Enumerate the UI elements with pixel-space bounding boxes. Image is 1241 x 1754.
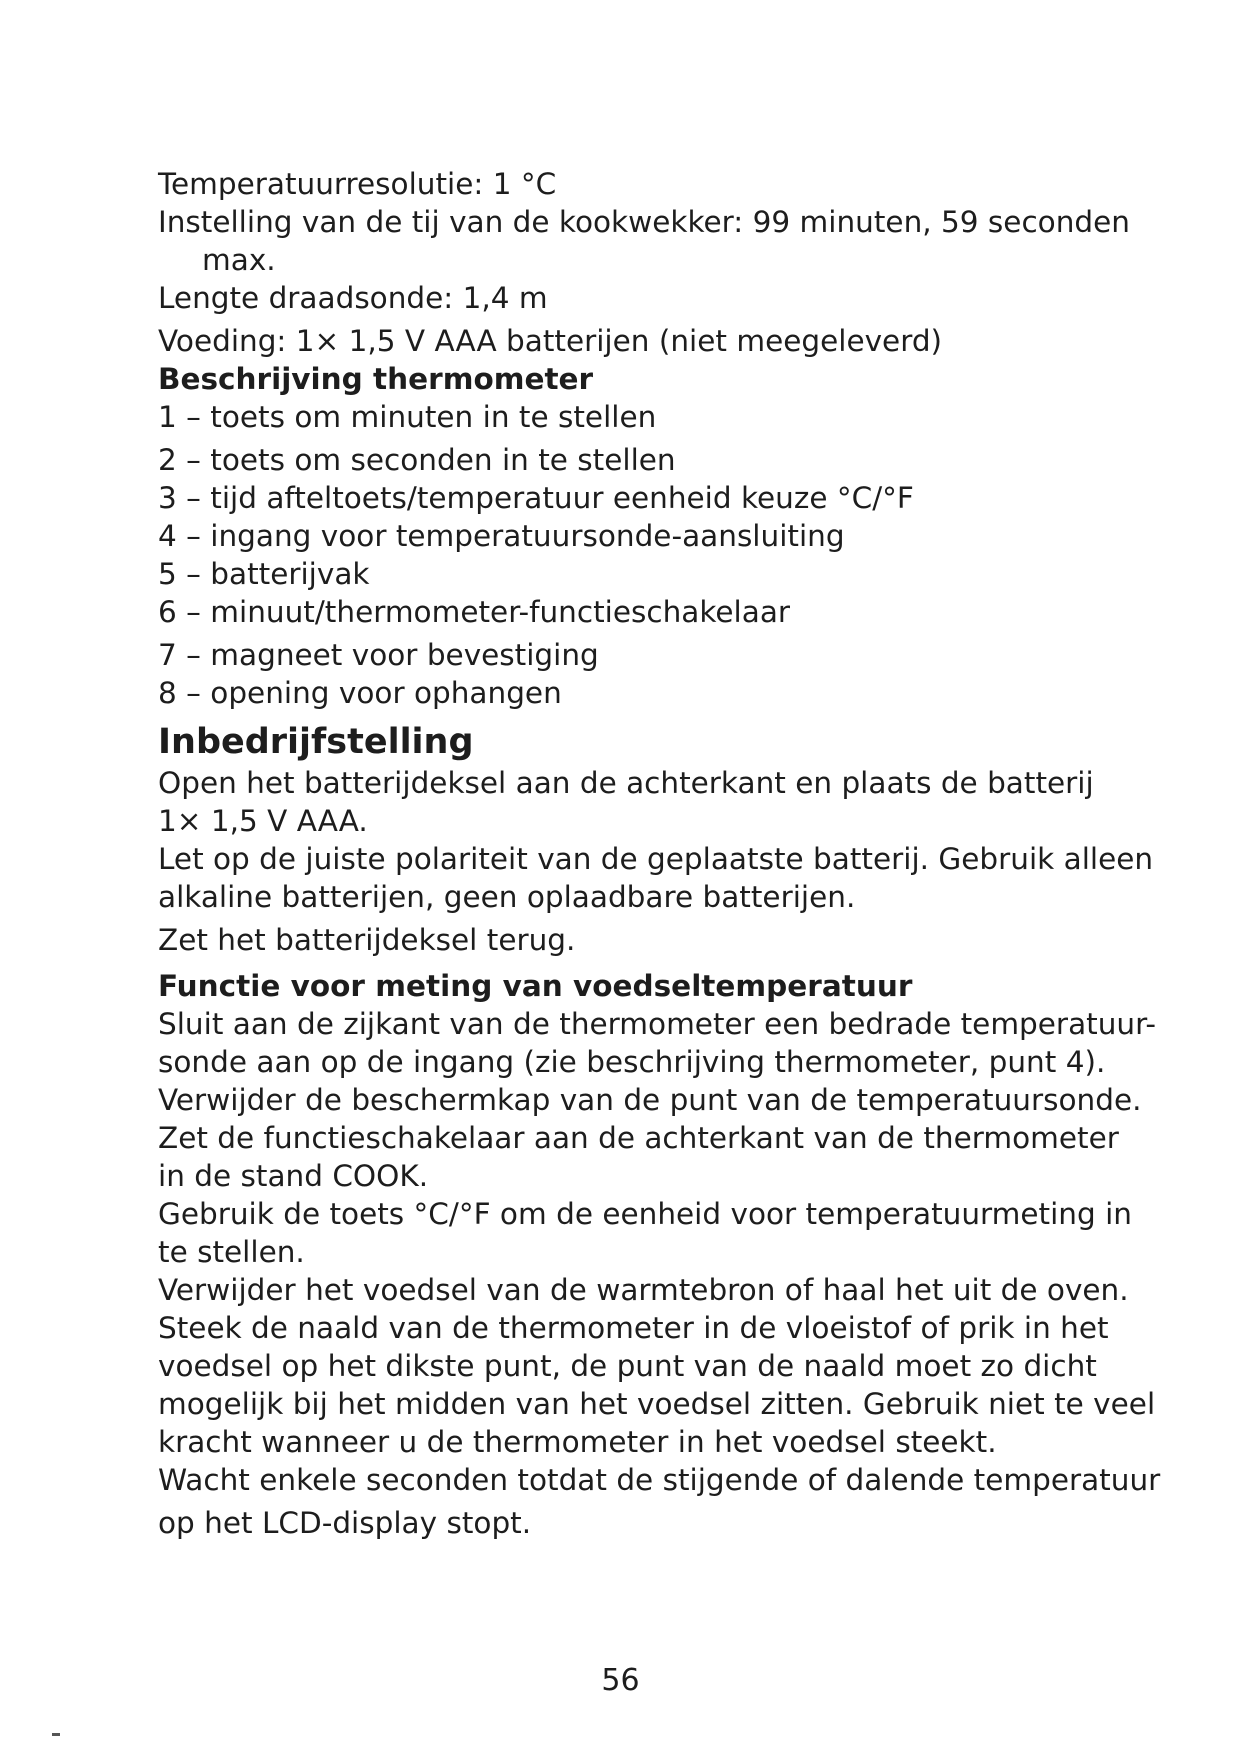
description-item: 8 – opening voor ophangen	[158, 676, 562, 710]
food-line: Verwijder het voedsel van de warmtebron of haal het uit de oven.	[158, 1273, 1129, 1307]
food-line: Wacht enkele seconden totdat de stijgende of dalende temperatuur	[158, 1463, 1161, 1497]
setup-line: Zet het batterijdeksel terug.	[158, 923, 576, 957]
page-content	[158, 165, 1161, 1542]
description-item: 2 – toets om seconden in te stellen	[158, 443, 676, 477]
food-line: Gebruik de toets °C/°F om de eenheid voor temperatuurmeting in	[158, 1197, 1132, 1231]
food-line: Sluit aan de zijkant van de thermometer een bedrade temperatuur-	[158, 1007, 1156, 1041]
spec-timer: Instelling van de tij van de kookwekker: 99 minuten, 59 seconden	[158, 205, 1130, 239]
food-line: in de stand COOK.	[158, 1159, 429, 1193]
description-title: Beschrijving thermometer	[158, 362, 594, 396]
spec-probe-length: Lengte draadsonde: 1,4 m	[158, 281, 548, 315]
food-line: kracht wanneer u de thermometer in het voedsel steekt.	[158, 1425, 997, 1459]
setup-line: 1× 1,5 V AAA.	[158, 804, 368, 838]
description-item: 1 – toets om minuten in te stellen	[158, 400, 657, 434]
food-heading: Functie voor meting van voedseltemperatuur	[158, 969, 913, 1003]
setup-line: Open het batterijdeksel aan de achterkant en plaats de batterij	[158, 766, 1094, 800]
food-line: mogelijk bij het midden van het voedsel zitten. Gebruik niet te veel	[158, 1387, 1156, 1421]
description-item: 6 – minuut/thermometer-functieschakelaar	[158, 595, 791, 629]
food-line: te stellen.	[158, 1235, 305, 1269]
food-line: op het LCD-display stopt.	[158, 1506, 532, 1540]
food-line: Zet de functieschakelaar aan de achterkant van de thermometer	[158, 1121, 1119, 1155]
spec-resolution: Temperatuurresolutie: 1 °C	[158, 167, 557, 201]
setup-heading: Inbedrijfstelling	[158, 722, 474, 762]
scan-mark	[52, 1733, 60, 1736]
spec-power: Voeding: 1× 1,5 V AAA batterijen (niet meegeleverd)	[158, 324, 943, 358]
food-line: voedsel op het dikste punt, de punt van de naald moet zo dicht	[158, 1349, 1097, 1383]
setup-line: alkaline batterijen, geen oplaadbare batterijen.	[158, 880, 856, 914]
food-line: Verwijder de beschermkap van de punt van de temperatuursonde.	[158, 1083, 1142, 1117]
food-line: Steek de naald van de thermometer in de vloeistof of prik in het	[158, 1311, 1109, 1345]
page-number: 56	[601, 1663, 640, 1698]
description-item: 3 – tijd afteltoets/temperatuur eenheid keuze °C/°F	[158, 481, 914, 515]
setup-line: Let op de juiste polariteit van de geplaatste batterij. Gebruik alleen	[158, 842, 1154, 876]
description-item: 4 – ingang voor temperatuursonde-aansluiting	[158, 519, 845, 553]
food-line: sonde aan op de ingang (zie beschrijving thermometer, punt 4).	[158, 1045, 1106, 1079]
description-item: 7 – magneet voor bevestiging	[158, 638, 599, 672]
spec-timer-cont: max.	[202, 243, 276, 277]
description-item: 5 – batterijvak	[158, 557, 370, 591]
